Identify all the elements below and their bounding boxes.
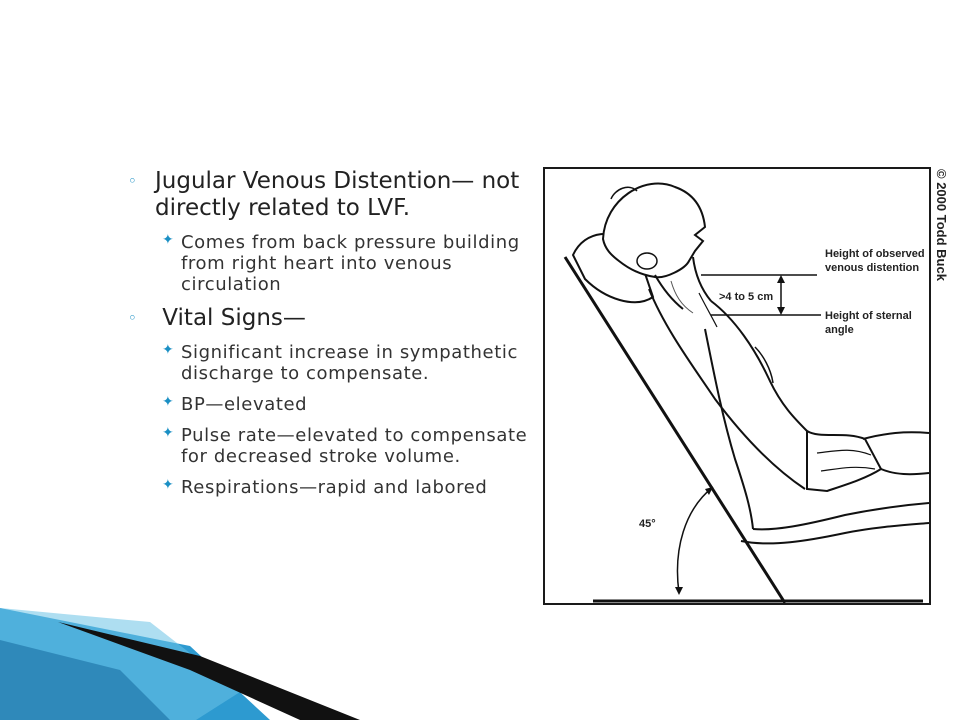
sub-bullet-text: Comes from back pressure building from right heart into venous circulation — [181, 232, 520, 295]
sub-bullet-text: Significant increase in sympathetic discharge to compensate. — [181, 342, 518, 384]
diamond-bullet-icon: ✦ — [162, 394, 175, 410]
ring-bullet-icon: ◦ — [128, 172, 137, 190]
diamond-bullet-icon: ✦ — [162, 342, 175, 358]
sternal-label-1: Height of sternal — [825, 310, 912, 322]
sub-bullet — [128, 477, 528, 498]
sub-bullet-text: Pulse rate—elevated to compensate for decreased stroke volume. — [181, 425, 528, 467]
waistband — [807, 431, 881, 491]
bullet-list — [128, 168, 528, 508]
observed-label-1: Height of observed — [825, 248, 925, 260]
diamond-bullet-icon: ✦ — [162, 232, 175, 248]
sub-bullet — [128, 394, 528, 415]
sub-bullet-text: BP—elevated — [181, 394, 308, 415]
angle-arc — [677, 487, 713, 593]
sub-bullet — [128, 232, 528, 295]
corner-decoration — [0, 600, 360, 720]
copyright-notice — [932, 165, 950, 365]
patient-drawing — [545, 169, 929, 603]
sub-bullet-text: Respirations—rapid and labored — [181, 477, 488, 498]
ring-bullet-icon: ◦ — [128, 309, 137, 327]
sternal-label-2: angle — [825, 324, 854, 336]
bullet-jvd — [128, 168, 528, 222]
observed-label-2: venous distention — [825, 262, 920, 274]
jvd-illustration — [543, 167, 931, 605]
bed-incline-line — [565, 257, 785, 603]
diamond-bullet-icon: ✦ — [162, 477, 175, 493]
copyright-text: © 2000 Todd Buck — [934, 169, 949, 281]
arm — [705, 329, 753, 529]
diamond-bullet-icon: ✦ — [162, 425, 175, 441]
measure-label: >4 to 5 cm — [719, 291, 774, 303]
bullet-vital-signs — [128, 305, 528, 332]
angle-label: 45° — [639, 518, 656, 530]
bullet-text: Jugular Venous Distention— not directly related to LVF. — [155, 168, 520, 221]
sub-bullet — [128, 342, 528, 384]
back-outline — [649, 289, 805, 489]
bullet-text: Vital Signs— — [155, 305, 306, 331]
sub-bullet — [128, 425, 528, 467]
